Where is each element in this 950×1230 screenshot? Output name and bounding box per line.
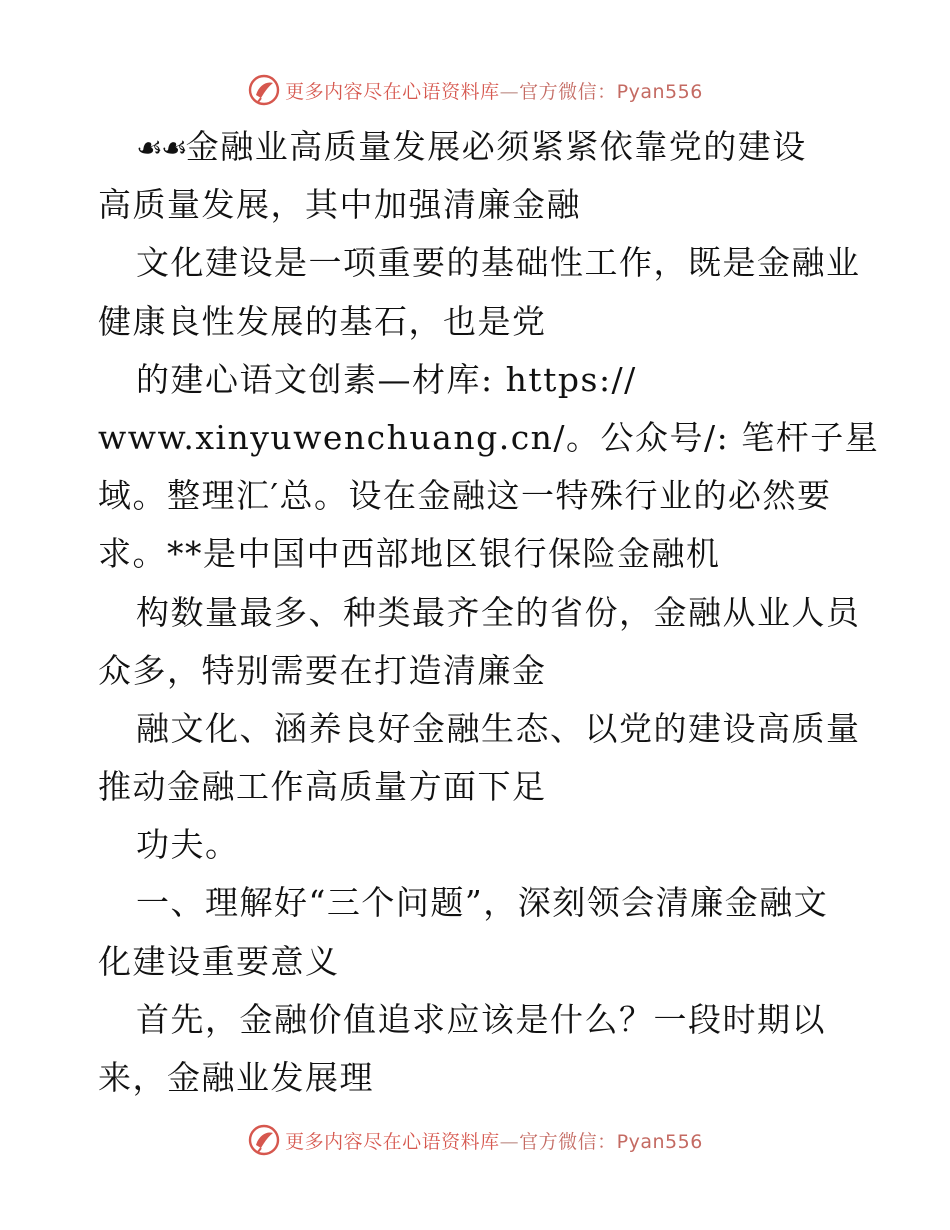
banner-wechat-text: 官方微信：Pyan556 [519, 1130, 703, 1153]
text-line: 的建心语文创素—材库: https:// [136, 359, 637, 399]
banner-dash: — [499, 80, 520, 103]
logo-icon [247, 1123, 281, 1157]
text-line: 来，金融业发展理 [98, 1058, 374, 1097]
text-line: 求。**是中国中西部地区银行保险金融机 [98, 534, 721, 574]
ornament-icon: ☙☙ [136, 131, 186, 166]
banner-text [285, 77, 703, 104]
section-heading-cont: 化建设重要意义 [98, 941, 340, 981]
section-heading: 一、理解好“三个问题”，深刻领会清廉金融文 [136, 883, 829, 923]
text-line: 健康良性发展的基石，也是党 [98, 301, 547, 341]
banner-main-text: 更多内容尽在心语资料库 [285, 80, 500, 103]
footer-banner [0, 1120, 950, 1160]
document-body [98, 118, 880, 1107]
banner-text [285, 1127, 703, 1154]
text-line: 文化建设是一项重要的基础性工作，既是金融业 [136, 243, 861, 283]
text-line: www.xinyuwenchuang.cn/。公众号/: 笔杆子星 [98, 417, 880, 457]
banner-dash: — [499, 1130, 520, 1153]
text-line: 推动金融工作高质量方面下足 [98, 767, 547, 807]
text-line: 首先，金融价值追求应该是什么？一段时期以 [136, 999, 826, 1039]
banner-main-text: 更多内容尽在心语资料库 [285, 1130, 500, 1153]
header-banner [0, 70, 950, 110]
line-text: 金融业高质量发展必须紧紧依靠党的建设 [185, 127, 807, 166]
logo-icon [247, 73, 281, 107]
text-line [98, 118, 858, 176]
text-line: 域。整理汇′总。设在金融这一特殊行业的必然要 [98, 476, 832, 516]
text-line: 融文化、涵养良好金融生态、以党的建设高质量 [136, 708, 861, 748]
text-line: 众多，特别需要在打造清廉金 [98, 650, 547, 690]
text-line: 构数量最多、种类最齐全的省份，金融从业人员 [136, 592, 861, 632]
banner-wechat-text: 官方微信：Pyan556 [519, 80, 703, 103]
text-line: 功夫。 [136, 825, 240, 865]
text-line: 高质量发展，其中加强清廉金融 [98, 185, 581, 225]
